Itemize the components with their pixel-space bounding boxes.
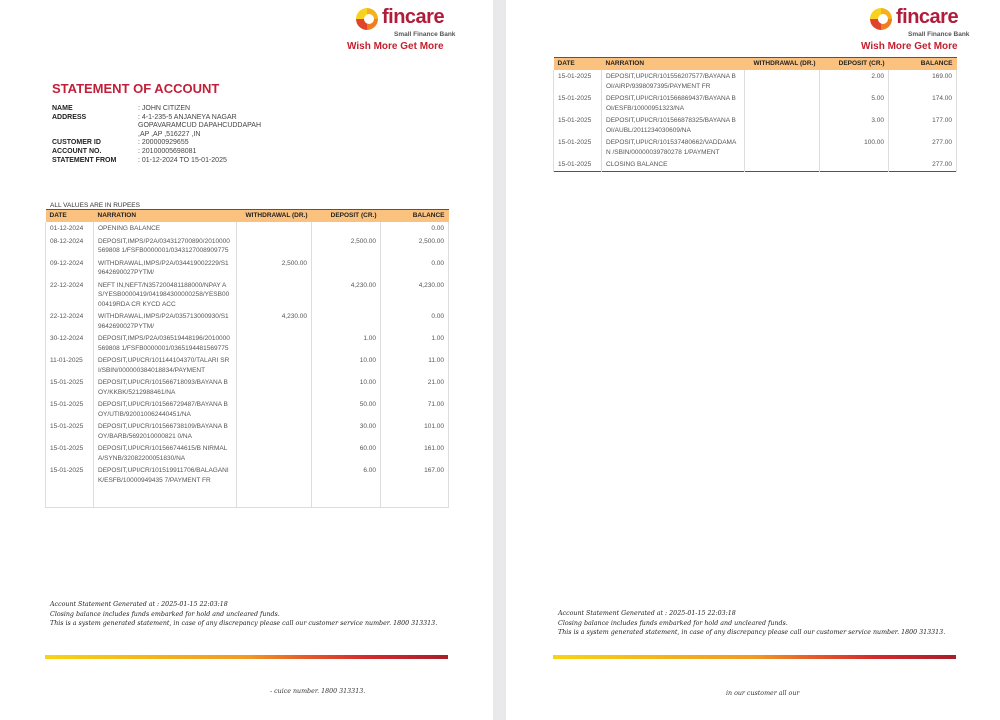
account-info	[52, 105, 268, 165]
statement-footer	[50, 600, 437, 629]
info-label: ADDRESS	[52, 113, 87, 121]
table-row	[46, 222, 449, 235]
table-row	[554, 136, 957, 158]
statement-page-1	[0, 0, 493, 720]
footer-generated: Account Statement Generated at : 2025-01-15 22:03:18	[558, 610, 736, 617]
cell-narration: DEPOSIT,UPI/CR/101519911706/BALAGANI K/ESFB/10000949435 7/PAYMENT FR	[94, 464, 237, 486]
info-label: NAME	[52, 105, 73, 112]
cell-narration: DEPOSIT,UPI/CR/101566738109/BAYANA BOY/BARB/5692010000821 0/NA	[94, 420, 237, 442]
cell-withdrawal	[237, 398, 312, 420]
table-row	[46, 332, 449, 354]
fincare-logo-icon	[870, 8, 892, 30]
cell-deposit	[312, 310, 381, 332]
cell-balance: 11.00	[381, 354, 449, 376]
cell-narration: DEPOSIT,IMPS/P2A/034312700890/2010000569808 1/FSFB0000001/0343127008909775	[94, 235, 237, 257]
cell-narration: DEPOSIT,UPI/CR/101556207577/BAYANA BOI/AIRP/9398097395/PAYMENT FR	[602, 70, 745, 92]
cell-narration: WITHDRAWAL,IMPS/P2A/035713000930/S19642690027PYTM/	[94, 310, 237, 332]
cell-narration: CLOSING BALANCE	[602, 158, 745, 171]
cell-balance: 0.00	[381, 222, 449, 235]
footer-generated: Account Statement Generated at : 2025-01-15 22:03:18	[50, 601, 228, 608]
table-row	[46, 354, 449, 376]
table-row	[46, 257, 449, 279]
cell-balance: 71.00	[381, 398, 449, 420]
cell-balance: 101.00	[381, 420, 449, 442]
header-deposit: DEPOSIT (CR.)	[820, 58, 889, 71]
table-header	[554, 58, 957, 71]
header-balance: BALANCE	[889, 58, 957, 71]
table-row	[46, 420, 449, 442]
info-value: : 4-1-235-5 ANJANEYA NAGAR GOPAVARAMCUD DAPAHCUDDAPAH ,AP ,AP ,516227 ,IN	[138, 113, 262, 138]
logo-tagline: Wish More Get More	[861, 41, 958, 52]
statement-footer	[558, 609, 945, 638]
cell-balance: 167.00	[381, 464, 449, 486]
cell-withdrawal	[237, 420, 312, 442]
cell-balance: 169.00	[889, 70, 957, 92]
fincare-logo	[861, 6, 970, 54]
cell-narration: DEPOSIT,IMPS/P2A/036519448196/2010000569808 1/FSFB0000001/0365194481569775	[94, 332, 237, 354]
fincare-logo-icon	[356, 8, 378, 30]
info-value: : 200000929655	[138, 139, 189, 147]
table-row	[554, 70, 957, 92]
header-narration: NARRATION	[602, 58, 745, 71]
cell-date: 15-01-2025	[46, 464, 94, 486]
table-row	[46, 279, 449, 311]
transactions-table	[45, 209, 449, 508]
cell-deposit: 50.00	[312, 398, 381, 420]
cell-date: 15-01-2025	[46, 398, 94, 420]
cell-narration: DEPOSIT,UPI/CR/101144104370/TALARI SRI/SBIN/000000384018834/PAYMENT	[94, 354, 237, 376]
cell-balance: 277.00	[889, 136, 957, 158]
cell-withdrawal	[237, 354, 312, 376]
cell-withdrawal	[237, 464, 312, 486]
cell-deposit: 100.00	[820, 136, 889, 158]
cell-balance: 177.00	[889, 114, 957, 136]
cell-withdrawal	[237, 222, 312, 235]
cell-date: 15-01-2025	[554, 70, 602, 92]
cell-deposit	[312, 257, 381, 279]
cell-withdrawal	[237, 332, 312, 354]
info-label: CUSTOMER ID	[52, 139, 101, 147]
table-row	[46, 398, 449, 420]
cell-withdrawal	[237, 376, 312, 398]
cell-withdrawal	[237, 235, 312, 257]
cell-narration: DEPOSIT,UPI/CR/101566878325/BAYANA BOI/AUBL/2011234030609/NA	[602, 114, 745, 136]
cell-deposit: 2.00	[820, 70, 889, 92]
cell-deposit: 1.00	[312, 332, 381, 354]
cell-narration: DEPOSIT,UPI/CR/101566869437/BAYANA BOI/ESFB/10000951323/NA	[602, 92, 745, 114]
page-title: STATEMENT OF ACCOUNT	[52, 81, 220, 96]
info-label: ACCOUNT NO.	[52, 147, 102, 155]
cell-balance: 4,230.00	[381, 279, 449, 311]
cell-balance: 2,500.00	[381, 235, 449, 257]
cell-withdrawal	[745, 158, 820, 171]
logo-subtitle: Small Finance Bank	[908, 31, 970, 38]
cell-deposit: 5.00	[820, 92, 889, 114]
cell-balance: 161.00	[381, 442, 449, 464]
table-row	[46, 376, 449, 398]
footer-disclaimer: This is a system generated statement, in case of any discrepancy please call our customer service number. 1800 313313.	[558, 629, 946, 636]
cell-date: 30-12-2024	[46, 332, 94, 354]
table-header	[46, 210, 449, 223]
cell-balance: 1.00	[381, 332, 449, 354]
info-value: : 01-12-2024 TO 15-01-2025	[138, 156, 227, 164]
cell-date: 11-01-2025	[46, 354, 94, 376]
table-row	[46, 235, 449, 257]
table-row	[46, 310, 449, 332]
cell-deposit: 10.00	[312, 354, 381, 376]
logo-tagline: Wish More Get More	[347, 41, 444, 52]
cell-narration: NEFT IN,NEFT/N357200481188000/NPAY AS/YESB0000419/041984300000258/YESB0000419RDA CR KYCD ACC	[94, 279, 237, 311]
cell-narration: DEPOSIT,UPI/CR/101537480662/VADDAMAN /SBIN/00000039780278 1/PAYMENT	[602, 136, 745, 158]
cell-narration: WITHDRAWAL,IMPS/P2A/034419002229/S19642690027PYTM/	[94, 257, 237, 279]
ghost-text: in our customer all our	[726, 690, 800, 697]
cell-deposit: 30.00	[312, 420, 381, 442]
cell-date: 15-01-2025	[46, 376, 94, 398]
footer-color-bar	[553, 655, 956, 659]
cell-withdrawal	[237, 279, 312, 311]
cell-date: 15-01-2025	[554, 136, 602, 158]
ghost-text: - cuice number. 1800 313313.	[270, 688, 366, 695]
cell-narration: DEPOSIT,UPI/CR/101566718093/BAYANA BOY/KKBK/5212988461/NA	[94, 376, 237, 398]
cell-withdrawal	[237, 442, 312, 464]
cell-withdrawal: 4,230.00	[237, 310, 312, 332]
cell-deposit: 3.00	[820, 114, 889, 136]
values-note: ALL VALUES ARE IN RUPEES	[50, 202, 140, 209]
footer-disclaimer: This is a system generated statement, in case of any discrepancy please call our customer service number. 1800 313313.	[50, 620, 438, 627]
logo-name: fincare	[382, 6, 445, 28]
info-value: : 20100005698081	[138, 147, 197, 155]
header-deposit: DEPOSIT (CR.)	[312, 210, 381, 223]
header-narration: NARRATION	[94, 210, 237, 223]
cell-date: 15-01-2025	[46, 420, 94, 442]
cell-balance: 21.00	[381, 376, 449, 398]
cell-date: 22-12-2024	[46, 310, 94, 332]
header-date: DATE	[554, 58, 602, 71]
logo-name: fincare	[896, 6, 959, 28]
logo-subtitle: Small Finance Bank	[394, 31, 456, 38]
cell-balance: 0.00	[381, 310, 449, 332]
cell-date: 15-01-2025	[554, 158, 602, 171]
cell-narration: DEPOSIT,UPI/CR/101566744615/B NIRMALA/SYNB/32082200051830/NA	[94, 442, 237, 464]
cell-deposit: 2,500.00	[312, 235, 381, 257]
cell-date: 09-12-2024	[46, 257, 94, 279]
cell-withdrawal	[745, 114, 820, 136]
cell-deposit: 6.00	[312, 464, 381, 486]
cell-date: 15-01-2025	[554, 114, 602, 136]
header-balance: BALANCE	[381, 210, 449, 223]
cell-withdrawal: 2,500.00	[237, 257, 312, 279]
cell-withdrawal	[745, 92, 820, 114]
table-row	[554, 92, 957, 114]
cell-date: 15-01-2025	[46, 442, 94, 464]
cell-deposit	[820, 158, 889, 171]
cell-narration: DEPOSIT,UPI/CR/101566729487/BAYANA BOY/UTIB/920010062440451/NA	[94, 398, 237, 420]
cell-deposit: 4,230.00	[312, 279, 381, 311]
cell-withdrawal	[745, 136, 820, 158]
cell-date: 22-12-2024	[46, 279, 94, 311]
cell-balance: 277.00	[889, 158, 957, 171]
footer-closing-note: Closing balance includes funds embarked for hold and uncleared funds.	[558, 619, 788, 627]
header-withdrawal: WITHDRAWAL (DR.)	[237, 210, 312, 223]
cell-balance: 174.00	[889, 92, 957, 114]
info-value: : JOHN CITIZEN	[138, 105, 191, 112]
info-label: STATEMENT FROM	[52, 156, 117, 164]
cell-date: 01-12-2024	[46, 222, 94, 235]
header-date: DATE	[46, 210, 94, 223]
cell-withdrawal	[745, 70, 820, 92]
footer-closing-note: Closing balance includes funds embarked for hold and uncleared funds.	[50, 610, 280, 618]
table-row	[46, 442, 449, 464]
cell-deposit	[312, 222, 381, 235]
table-row	[46, 464, 449, 486]
cell-date: 15-01-2025	[554, 92, 602, 114]
fincare-logo	[347, 6, 456, 54]
footer-color-bar	[45, 655, 448, 659]
cell-deposit: 10.00	[312, 376, 381, 398]
transactions-table	[553, 57, 957, 172]
header-withdrawal: WITHDRAWAL (DR.)	[745, 58, 820, 71]
table-filler	[46, 486, 449, 508]
table-row	[554, 114, 957, 136]
cell-narration: OPENING BALANCE	[94, 222, 237, 235]
cell-date: 08-12-2024	[46, 235, 94, 257]
cell-balance: 0.00	[381, 257, 449, 279]
table-row	[554, 158, 957, 171]
cell-deposit: 60.00	[312, 442, 381, 464]
